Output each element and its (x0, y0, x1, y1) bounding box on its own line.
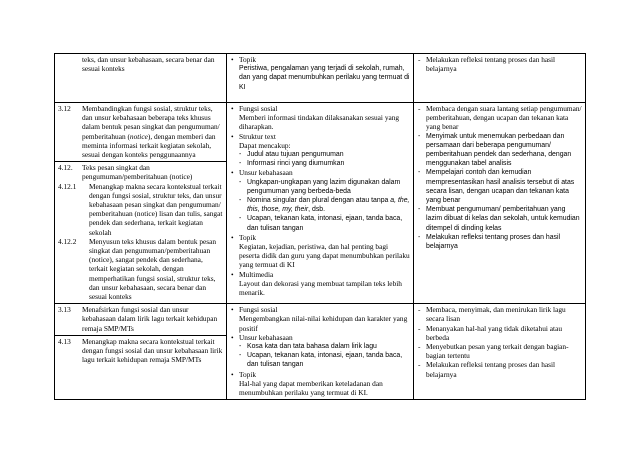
kegiatan-item: - Melakukan refleksi tentang proses dan hasil belajarnya (417, 360, 582, 378)
kegiatan-cell (414, 304, 586, 400)
kd-number: 3.13 (58, 305, 71, 315)
materi-text: Memberi informasi tindakan dilaksanakan sesuai yang diharapkan. (239, 113, 400, 132)
kd-item (58, 182, 223, 237)
kegiatan-item: - Membaca, menyimak, dan menirukan lirik lagu secara lisan (417, 305, 582, 323)
kd-text: Menafsirkan fungsi sosial dan unsur kebahasaan dalam lirik lagu terkait kehidupan remaja SMP/MTs (82, 305, 218, 333)
divider (55, 161, 226, 162)
kd-cell (55, 54, 227, 103)
materi-item (230, 104, 410, 132)
materi-title: Multimedia (239, 269, 274, 279)
materi-title: Fungsi sosial (239, 305, 278, 315)
materi-title: Topik (239, 55, 257, 64)
kegiatan-cell (414, 103, 586, 304)
materi-subitem: - Ucapan, tekanan kata, intonasi, ejaan, tanda baca, dan tulisan tangan (239, 351, 410, 369)
materi-title: Struktur text (239, 131, 276, 141)
materi-subitem: - Kosa kata dan tata bahasa dalam lirik lagu (239, 342, 410, 351)
materi-subitem: - Ungkapan-ungkapan yang lazim digunakan dalam pengumuman yang berbeda-beda (239, 178, 410, 196)
kd-item (58, 305, 223, 333)
materi-subitem: - Informasi rinci yang diumumkan (239, 159, 410, 168)
materi-text: Hal-hal yang dapat memberikan keteladanan dan menumbuhkan perilaku yang termuat di KI. (239, 378, 383, 398)
materi-item (230, 370, 410, 398)
kegiatan-item: - Melakukan refleksi tentang proses dan hasil belajarnya (417, 233, 582, 251)
kd-item (58, 163, 223, 181)
materi-text: Kegiatan, kejadian, peristiwa, dan hal penting bagi peserta didik dan guru yang dapat menumbuhkan perilaku yang termuat di KI (239, 242, 410, 270)
kd-number: 4.12. (58, 163, 73, 173)
kd-text: Menangkap makna secara kontekstual terkait dengan fungsi sosial, struktur teks, dan unsur kebahasaan pesan singkat dan pengumuman/ pemberitahuan (notice) lisan dan tulis, sangat pendek dan sederhana, terkait kegiatan sekolah (89, 181, 223, 237)
materi-cell (227, 304, 414, 400)
table-row (55, 304, 586, 400)
kd-number: 3.12 (58, 104, 71, 113)
kd-cell (55, 304, 227, 400)
kd-number: 4.12.1 (58, 181, 77, 191)
materi-title: Fungsi sosial (239, 104, 278, 113)
kegiatan-item: - Menyebutkan pesan yang terkait dengan bagian-bagian tertentu (417, 342, 582, 360)
materi-subitem: - Ucapan, tekanan kata, intonasi, ejaan, tanda baca, dan tulisan tangan (239, 214, 410, 232)
kd-item (58, 337, 223, 365)
materi-subitem: - Judul atau tujuan pengumuman (239, 150, 410, 159)
kd-cell (55, 103, 227, 304)
kegiatan-item: - Mempelajari contoh dan kemudian mempresentasikan hasil analisis tersebut di atas secara lisan, dengan ucapan dan tekanan kata yang benar (417, 168, 582, 205)
kegiatan-item: - Melakukan refleksi tentang proses dan hasil belajarnya (417, 55, 582, 73)
materi-title: Topik (239, 232, 257, 242)
kegiatan-item: - Menanyakan hal-hal yang tidak diketahui atau berbeda (417, 324, 582, 342)
materi-text: Mengembangkan nilai-nilai kehidupan dan karakter yang positif (239, 314, 408, 333)
materi-text: Layout dan dekorasi yang membuat tampilan teks lebih menarik. (239, 278, 402, 298)
kd-text: Menyusun teks khusus dalam bentuk pesan singkat dan pengumuman/pemberitahuan (notice), sangat pendek dan sederhana, terkait kegiatan sekolah, dengan memperhatikan fungsi sosial, struktur teks, dan unsur kebahasaan, secara benar dan sesuai konteks (89, 236, 217, 302)
kd-text: Teks pesan singkat dan pengumuman/pemberitahuan (notice) (82, 163, 193, 182)
kd-item (58, 237, 223, 301)
materi-text: Peristiwa, pengalaman yang terjadi di sekolah, rumah, dan yang dapat menumbuhkan perilaku yang termuat di KI (239, 65, 410, 91)
materi-cell (227, 54, 414, 103)
materi-item (230, 333, 410, 370)
kegiatan-cell (414, 54, 586, 103)
table-row (55, 54, 586, 103)
materi-item (230, 168, 410, 232)
kd-number: 4.13 (58, 336, 71, 346)
table-row (55, 103, 586, 304)
kegiatan-item: - Menyimak untuk menemukan perbedaan dan persamaan dari beberapa pengumuman/ pemberitahuan pendek dan sederhana, dengan menggunakan tabel analisis (417, 132, 582, 169)
kd-text: Menangkap makna secara kontekstual terkait dengan fungsi sosial dan unsur kebahasaan lirik lagu terkait kehidupan remaja SMP/MTs (82, 336, 223, 365)
divider (55, 335, 226, 336)
kd-text: Membandingkan fungsi sosial, struktur teks, dan unsur kebahasaan beberapa teks khusus dalam bentuk pesan singkat dan pengumuman/ pemberitahuan (notice), dengan memberi dan meminta informasi terkait kegiatan sekolah, sesuai dengan konteks penggunaannya (82, 104, 220, 160)
materi-cell (227, 103, 414, 304)
materi-title: Unsur kebahasaan (239, 332, 293, 342)
materi-item (230, 270, 410, 298)
materi-text: Dapat mencakup: (239, 140, 291, 150)
kd-number: 4.12.2 (58, 236, 77, 246)
materi-title: Unsur kebahasaan (239, 168, 293, 178)
materi-subitem: - Nomina singular dan plural dengan atau tanpa a, the, this, those, my, their, dsb. (239, 196, 410, 214)
kegiatan-item: - Membuat pengumuman/ pemberitahuan yang lazim dibuat di kelas dan sekolah, untuk kemudian ditempel di dinding kelas (417, 205, 582, 233)
materi-item (230, 55, 410, 92)
syllabus-table (54, 53, 586, 400)
kegiatan-item: - Membaca dengan suara lantang setiap pengumuman/ pemberitahuan, dengan ucapan dan tekanan kata yang benar (417, 104, 582, 132)
kd-item (58, 104, 223, 159)
materi-item (230, 132, 410, 169)
materi-item (230, 305, 410, 333)
kd-text: teks, dan unsur kebahasaan, secara benar dan sesuai konteks (82, 55, 215, 74)
materi-item (230, 233, 410, 270)
materi-title: Topik (239, 369, 257, 379)
